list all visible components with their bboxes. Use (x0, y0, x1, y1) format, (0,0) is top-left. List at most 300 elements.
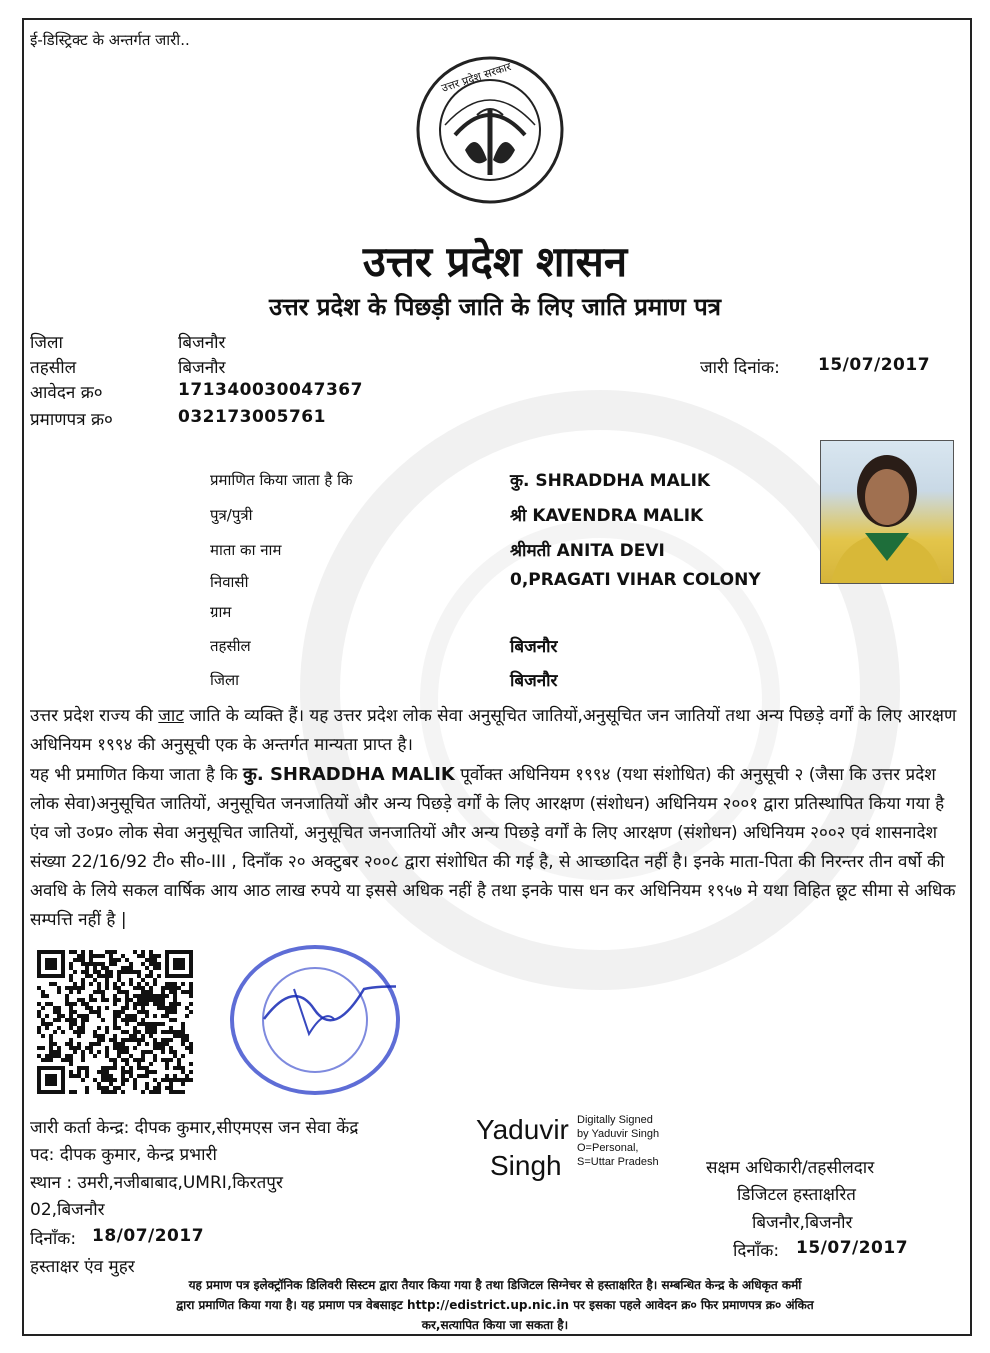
issue-date-label: जारी दिनांक: (700, 358, 780, 378)
qr-module (101, 1018, 105, 1022)
qr-module (177, 1062, 181, 1066)
qr-module (165, 1042, 169, 1046)
tehsil-label: तहसील (30, 358, 77, 378)
qr-module (113, 982, 117, 986)
qr-module (141, 1006, 145, 1010)
qr-module (121, 1006, 125, 1010)
qr-module (149, 950, 153, 954)
qr-module (181, 990, 185, 994)
qr-module (121, 966, 125, 970)
qr-module (49, 1042, 53, 1046)
qr-module (49, 1046, 53, 1050)
qr-module (133, 1030, 137, 1034)
qr-module (181, 1026, 185, 1030)
qr-module (149, 994, 153, 998)
qr-module (105, 1066, 109, 1070)
qr-module (81, 1026, 85, 1030)
qr-module (93, 978, 97, 982)
qr-module (153, 1030, 157, 1034)
qr-module (81, 1030, 85, 1034)
qr-module (141, 986, 145, 990)
qr-module (57, 1006, 61, 1010)
qr-module (113, 1066, 117, 1070)
qr-module (133, 1058, 137, 1062)
qr-module (181, 1034, 185, 1038)
qr-module (137, 1058, 141, 1062)
qr-module (125, 998, 129, 1002)
qr-module (97, 982, 101, 986)
qr-module (41, 1006, 45, 1010)
qr-module (85, 1070, 89, 1074)
qr-module (153, 1046, 157, 1050)
qr-module (97, 1006, 101, 1010)
qr-module (69, 1018, 73, 1022)
qr-module (117, 1026, 121, 1030)
qr-module (77, 998, 81, 1002)
qr-module (153, 962, 157, 966)
qr-module (169, 982, 173, 986)
qr-module (121, 1038, 125, 1042)
qr-module (153, 1022, 157, 1026)
qr-module (101, 1078, 105, 1082)
qr-module (145, 1086, 149, 1090)
qr-module (37, 1054, 41, 1058)
qr-module (189, 986, 193, 990)
qr-module (53, 1050, 57, 1054)
qr-module (49, 1034, 53, 1038)
qr-module (125, 1030, 129, 1034)
qr-module (105, 1078, 109, 1082)
qr-module (117, 1046, 121, 1050)
qr-module (65, 1018, 69, 1022)
qr-module (157, 1086, 161, 1090)
qr-module (41, 1018, 45, 1022)
qr-module (145, 966, 149, 970)
qr-module (141, 1054, 145, 1058)
qr-module (157, 998, 161, 1002)
qr-module (153, 1026, 157, 1030)
qr-module (49, 982, 53, 986)
qr-module (41, 994, 45, 998)
qr-code (37, 950, 193, 1094)
para1-text-b: जाति के व्यक्ति हैं। यह उत्तर प्रदेश लोक सेवा अनुसूचित जातियों,अनुसूचित जन जातियों तथा अन्य पिछड़े वर्गों के लिए आरक्षण अधिनियम १९९४ की अनुसूची एक के अन्तर्गत मान्यता प्राप्त है। (30, 706, 957, 755)
qr-module (77, 1074, 81, 1078)
qr-module (105, 1070, 109, 1074)
qr-module (97, 1034, 101, 1038)
qr-module (101, 1038, 105, 1042)
details-district-label: जिला (210, 671, 240, 689)
certificate-number: 032173005761 (178, 407, 326, 427)
qr-module (177, 1078, 181, 1082)
qr-module (113, 998, 117, 1002)
qr-module (145, 990, 149, 994)
qr-module (69, 1006, 73, 1010)
qr-module (129, 1034, 133, 1038)
digital-sign-note-3: O=Personal, (577, 1142, 639, 1154)
qr-module (149, 1022, 153, 1026)
qr-module (113, 1014, 117, 1018)
qr-module (77, 1030, 81, 1034)
qr-module (141, 978, 145, 982)
qr-module (169, 1006, 173, 1010)
qr-module (157, 966, 161, 970)
qr-module (129, 1074, 133, 1078)
qr-module (105, 1090, 109, 1094)
qr-module (137, 1074, 141, 1078)
qr-module (105, 1074, 109, 1078)
qr-module (181, 1030, 185, 1034)
issuer-place: स्थान : उमरी,नजीबाबाद,UMRI,किरतपुर (30, 1173, 283, 1193)
qr-module (129, 1018, 133, 1022)
qr-module (121, 1066, 125, 1070)
qr-module (125, 966, 129, 970)
qr-module (101, 1090, 105, 1094)
qr-module (89, 954, 93, 958)
qr-module (37, 1014, 41, 1018)
issuer-place-2: 02,बिजनौर (30, 1200, 105, 1220)
qr-module (157, 962, 161, 966)
qr-module (73, 1030, 77, 1034)
qr-module (169, 1078, 173, 1082)
qr-module (109, 1074, 113, 1078)
qr-module (69, 1074, 73, 1078)
qr-module (169, 1010, 173, 1014)
qr-module (153, 1070, 157, 1074)
qr-module (69, 978, 73, 982)
qr-module (121, 1018, 125, 1022)
qr-module (117, 1050, 121, 1054)
officer-signed: डिजिटल हस्ताक्षरित (737, 1185, 856, 1205)
qr-module (129, 1054, 133, 1058)
qr-module (89, 1050, 93, 1054)
qr-module (105, 1006, 109, 1010)
issuer-date-label: दिनाँक: (30, 1229, 77, 1249)
qr-module (149, 974, 153, 978)
qr-module (157, 994, 161, 998)
qr-module (145, 1082, 149, 1086)
issuer-center: जारी कर्ता केन्द्र: दीपक कुमार,सीएमएस जन सेवा केंद्र (30, 1118, 359, 1138)
qr-module (81, 1078, 85, 1082)
para1-text-a: उत्तर प्रदेश राज्य की (30, 706, 159, 726)
qr-module (173, 1002, 177, 1006)
qr-module (109, 958, 113, 962)
tehsil-value: बिजनौर (178, 358, 226, 378)
qr-module (49, 1002, 53, 1006)
qr-module (97, 1038, 101, 1042)
qr-module (117, 958, 121, 962)
qr-module (173, 986, 177, 990)
qr-module (137, 982, 141, 986)
issuer-date-value: 18/07/2017 (92, 1226, 205, 1246)
qr-module (125, 1038, 129, 1042)
qr-module (189, 1062, 193, 1066)
qr-module (141, 990, 145, 994)
qr-module (73, 1074, 77, 1078)
qr-module (153, 998, 157, 1002)
qr-module (113, 1058, 117, 1062)
qr-module (73, 1050, 77, 1054)
qr-module (97, 1010, 101, 1014)
mother-name: श्रीमती ANITA DEVI (510, 541, 665, 561)
qr-module (173, 990, 177, 994)
qr-module (117, 1042, 121, 1046)
qr-module (77, 1026, 81, 1030)
qr-module (117, 974, 121, 978)
qr-module (129, 962, 133, 966)
qr-module (141, 998, 145, 1002)
digital-sign-note-1: Digitally Signed (577, 1114, 653, 1126)
qr-module (57, 986, 61, 990)
qr-module (189, 1042, 193, 1046)
qr-finder (45, 958, 57, 970)
qr-module (137, 1038, 141, 1042)
qr-module (93, 1078, 97, 1082)
qr-module (153, 994, 157, 998)
qr-module (185, 1074, 189, 1078)
qr-module (49, 1058, 53, 1062)
qr-module (109, 1058, 113, 1062)
qr-module (169, 1058, 173, 1062)
qr-module (69, 990, 73, 994)
qr-module (93, 1030, 97, 1034)
qr-module (53, 1018, 57, 1022)
qr-module (145, 1066, 149, 1070)
qr-module (41, 1046, 45, 1050)
qr-module (145, 1030, 149, 1034)
qr-module (169, 986, 173, 990)
qr-module (177, 986, 181, 990)
qr-module (133, 1006, 137, 1010)
qr-module (97, 962, 101, 966)
qr-module (129, 970, 133, 974)
qr-module (89, 1010, 93, 1014)
qr-module (57, 1018, 61, 1022)
qr-module (177, 1090, 181, 1094)
qr-module (81, 978, 85, 982)
qr-module (141, 962, 145, 966)
qr-module (73, 950, 77, 954)
qr-module (53, 1030, 57, 1034)
qr-module (141, 1010, 145, 1014)
qr-module (109, 1066, 113, 1070)
qr-module (117, 998, 121, 1002)
qr-module (109, 1038, 113, 1042)
qr-module (145, 982, 149, 986)
qr-module (137, 998, 141, 1002)
qr-module (73, 958, 77, 962)
qr-module (93, 1010, 97, 1014)
qr-module (185, 1014, 189, 1018)
qr-module (169, 1038, 173, 1042)
qr-module (133, 1086, 137, 1090)
qr-module (165, 1074, 169, 1078)
qr-module (97, 1026, 101, 1030)
qr-module (117, 1010, 121, 1014)
qr-module (81, 986, 85, 990)
qr-module (125, 1018, 129, 1022)
qr-module (165, 1086, 169, 1090)
qr-module (125, 1058, 129, 1062)
qr-module (141, 1090, 145, 1094)
qr-module (113, 1062, 117, 1066)
qr-module (73, 1046, 77, 1050)
qr-module (77, 954, 81, 958)
father-name: श्री KAVENDRA MALIK (510, 506, 704, 526)
qr-module (97, 974, 101, 978)
qr-module (69, 1026, 73, 1030)
qr-module (45, 1002, 49, 1006)
qr-module (89, 1042, 93, 1046)
qr-module (161, 986, 165, 990)
qr-module (149, 1026, 153, 1030)
qr-module (121, 1030, 125, 1034)
qr-module (141, 1022, 145, 1026)
qr-module (161, 1022, 165, 1026)
qr-module (37, 1030, 41, 1034)
qr-module (181, 1022, 185, 1026)
qr-module (105, 982, 109, 986)
qr-module (117, 1054, 121, 1058)
qr-module (113, 1046, 117, 1050)
officer-date-label: दिनाँक: (733, 1241, 780, 1261)
qr-module (157, 1002, 161, 1006)
qr-module (85, 1018, 89, 1022)
qr-module (153, 1054, 157, 1058)
qr-module (109, 950, 113, 954)
qr-module (189, 1078, 193, 1082)
qr-module (69, 974, 73, 978)
qr-module (109, 970, 113, 974)
qr-module (61, 1014, 65, 1018)
qr-module (41, 990, 45, 994)
qr-module (153, 1038, 157, 1042)
qr-module (65, 1042, 69, 1046)
qr-module (77, 1034, 81, 1038)
qr-module (169, 1086, 173, 1090)
qr-module (57, 1026, 61, 1030)
qr-module (69, 1090, 73, 1094)
qr-module (73, 986, 77, 990)
qr-module (105, 950, 109, 954)
qr-module (133, 1034, 137, 1038)
qr-module (133, 994, 137, 998)
qr-module (177, 1034, 181, 1038)
qr-module (189, 990, 193, 994)
qr-module (137, 1062, 141, 1066)
qr-module (53, 1006, 57, 1010)
qr-module (113, 962, 117, 966)
officer-date-value: 15/07/2017 (796, 1238, 909, 1258)
qr-module (97, 970, 101, 974)
qr-module (181, 1054, 185, 1058)
qr-module (37, 1046, 41, 1050)
qr-module (189, 1050, 193, 1054)
qr-module (185, 990, 189, 994)
qr-module (57, 1010, 61, 1014)
qr-module (101, 966, 105, 970)
qr-module (161, 998, 165, 1002)
qr-module (125, 1046, 129, 1050)
qr-module (65, 998, 69, 1002)
qr-module (65, 994, 69, 998)
page-title: उत्तर प्रदेश शासन (362, 237, 628, 286)
paragraph-income (30, 760, 960, 935)
qr-module (181, 1082, 185, 1086)
footer-line-2: द्वारा प्रमाणित किया गया है। यह प्रमाण पत्र वेबसाइट http://edistrict.up.nic.in पर इसका पहले आवेदन क्र० फिर प्रमाणपत्र क्र० अंकित (176, 1298, 814, 1312)
qr-module (121, 1058, 125, 1062)
qr-module (129, 1014, 133, 1018)
top-note: ई-डिस्ट्रिक्ट के अन्तर्गत जारी.. (30, 31, 190, 49)
qr-module (89, 982, 93, 986)
qr-module (89, 998, 93, 1002)
qr-module (177, 1066, 181, 1070)
qr-module (97, 1014, 101, 1018)
qr-module (173, 994, 177, 998)
qr-module (53, 1054, 57, 1058)
qr-module (105, 978, 109, 982)
qr-module (113, 1018, 117, 1022)
qr-module (69, 962, 73, 966)
qr-module (133, 1078, 137, 1082)
qr-module (101, 954, 105, 958)
qr-module (121, 1074, 125, 1078)
qr-module (53, 1042, 57, 1046)
qr-module (129, 966, 133, 970)
qr-finder (173, 958, 185, 970)
qr-module (161, 1046, 165, 1050)
qr-module (89, 950, 93, 954)
digital-sign-name-1: Yaduvir (476, 1114, 569, 1145)
qr-module (105, 986, 109, 990)
qr-module (81, 1050, 85, 1054)
qr-module (149, 1070, 153, 1074)
qr-module (113, 1042, 117, 1046)
qr-module (145, 1074, 149, 1078)
qr-module (113, 1078, 117, 1082)
qr-module (161, 1078, 165, 1082)
qr-module (157, 1082, 161, 1086)
qr-module (73, 982, 77, 986)
qr-module (185, 1006, 189, 1010)
qr-module (89, 974, 93, 978)
qr-module (105, 1086, 109, 1090)
qr-module (141, 1066, 145, 1070)
qr-module (93, 1042, 97, 1046)
qr-module (97, 986, 101, 990)
qr-module (149, 1030, 153, 1034)
qr-module (161, 1030, 165, 1034)
issuer-post: पद: दीपक कुमार, केन्द्र प्रभारी (30, 1145, 217, 1165)
qr-module (141, 1058, 145, 1062)
qr-module (105, 1046, 109, 1050)
issuer-sign-label: हस्ताक्षर एंव मुहर (30, 1257, 135, 1277)
qr-module (85, 1074, 89, 1078)
qr-module (169, 1026, 173, 1030)
qr-module (85, 1046, 89, 1050)
qr-module (97, 1050, 101, 1054)
qr-module (85, 966, 89, 970)
qr-module (117, 1014, 121, 1018)
qr-module (153, 954, 157, 958)
qr-module (89, 958, 93, 962)
qr-module (121, 1050, 125, 1054)
qr-module (45, 1014, 49, 1018)
qr-module (113, 950, 117, 954)
qr-module (153, 982, 157, 986)
qr-module (173, 998, 177, 1002)
qr-module (133, 1018, 137, 1022)
qr-module (177, 1030, 181, 1034)
